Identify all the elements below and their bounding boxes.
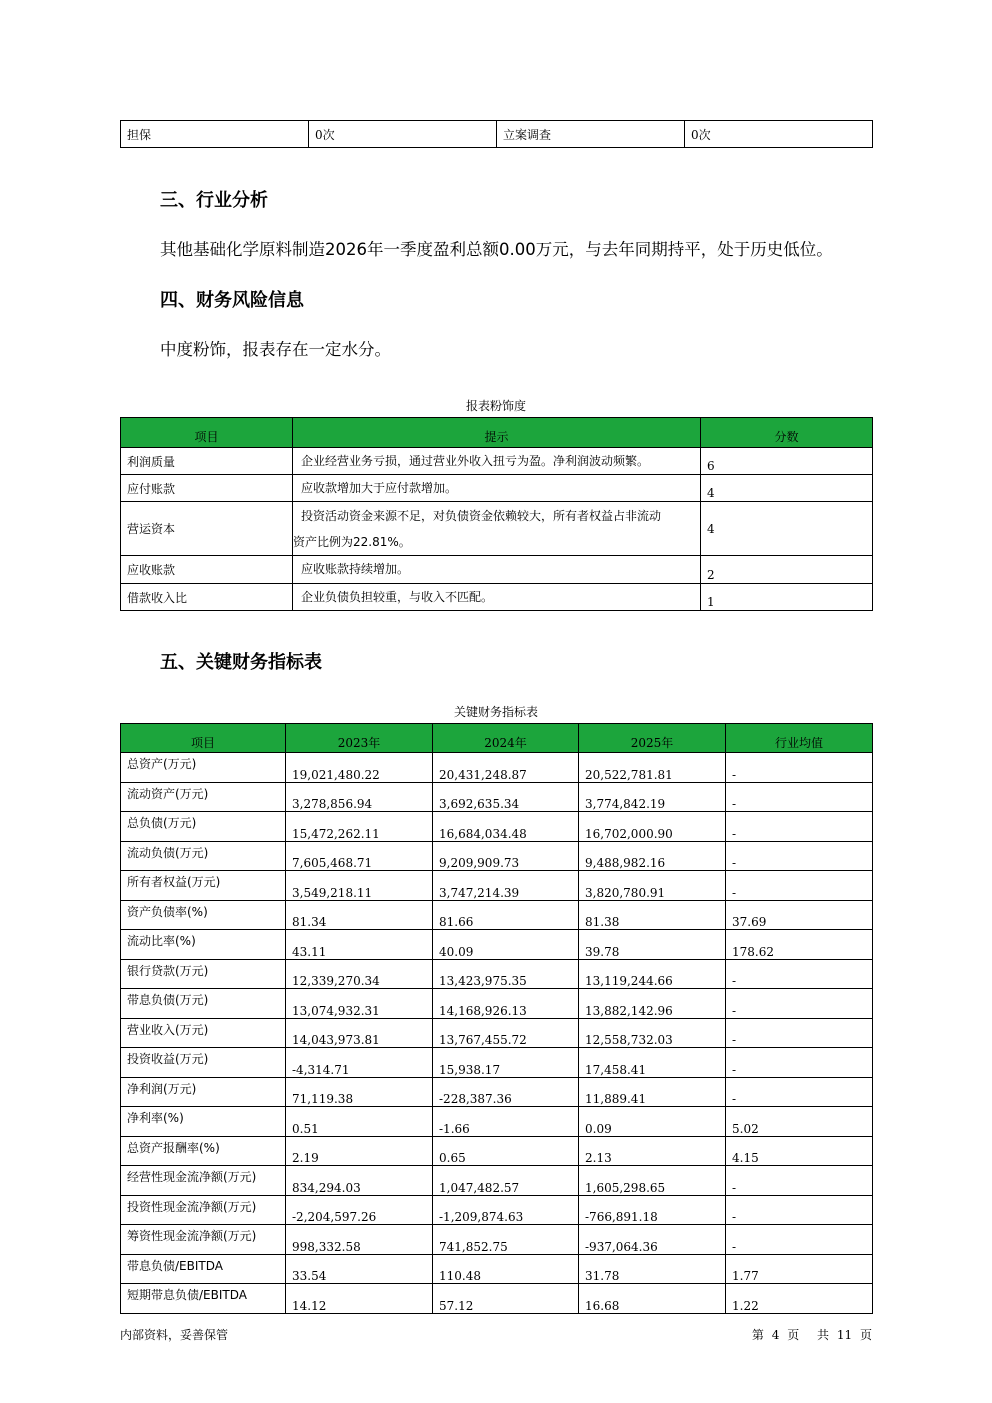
table-row [121,753,873,783]
row-value: 20,431,248.87 [433,753,579,783]
row-value: -766,891.18 [579,1195,726,1225]
row-value: 2.13 [579,1136,726,1166]
row-label: 净利润(万元) [121,1077,286,1107]
row-value: - [726,1225,873,1255]
row-label: 银行贷款(万元) [121,959,286,989]
row-value: 14,043,973.81 [286,1018,433,1048]
row-score: 1 [701,584,873,611]
row-value: 998,332.58 [286,1225,433,1255]
page-number: 4 [771,1328,780,1342]
table-row [121,475,873,502]
table-row [121,841,873,871]
row-value: 12,558,732.03 [579,1018,726,1048]
top-info-table [120,120,873,148]
row-value: 4.15 [726,1136,873,1166]
kpi-table [120,723,873,1314]
table-header-row [121,418,873,448]
table-row [121,1018,873,1048]
row-score: 2 [701,556,873,584]
table-row [121,989,873,1019]
row-value: 110.48 [433,1254,579,1284]
row-value: 9,209,909.73 [433,841,579,871]
table-header-row [121,724,873,753]
table-row [121,871,873,901]
table-row [121,1136,873,1166]
row-value: 15,938.17 [433,1048,579,1078]
total-pages: 11 [836,1328,853,1342]
risk-table-caption: 报表粉饰度 [465,399,526,413]
row-value: 40.09 [433,930,579,960]
row-value: -1,209,874.63 [433,1195,579,1225]
page-prefix: 第 [751,1328,764,1342]
row-value: - [726,1048,873,1078]
row-value: 178.62 [726,930,873,960]
row-value: 3,820,780.91 [579,871,726,901]
table-cell: 担保 [121,121,309,148]
row-value: 1,605,298.65 [579,1166,726,1196]
row-value: 37.69 [726,900,873,930]
row-label: 资产负债率(%) [121,900,286,930]
row-score: 4 [701,475,873,502]
row-value: 14.12 [286,1284,433,1314]
row-value: 1,047,482.57 [433,1166,579,1196]
row-value: 2.19 [286,1136,433,1166]
row-value: - [726,959,873,989]
row-hint: 企业负债负担较重，与收入不匹配。 [293,584,701,611]
table-row [121,121,873,148]
row-hint-line: 资产比例为22.81%。 [293,535,411,549]
row-hint-line: 投资活动资金来源不足，对负债资金依赖较大，所有者权益占非流动 [301,509,662,523]
row-value: 1.22 [726,1284,873,1314]
row-value: 39.78 [579,930,726,960]
table-row [121,1254,873,1284]
total-prefix: 共 [817,1328,830,1342]
table-row [121,1166,873,1196]
row-value: 834,294.03 [286,1166,433,1196]
table-row [121,1225,873,1255]
row-value: 9,488,982.16 [579,841,726,871]
row-value: 31.78 [579,1254,726,1284]
row-value: 81.38 [579,900,726,930]
table-row [121,448,873,475]
kpi-table-caption: 关键财务指标表 [453,705,538,719]
row-label: 筹资性现金流净额(万元) [121,1225,286,1255]
row-value: -2,204,597.26 [286,1195,433,1225]
table-row [121,1195,873,1225]
column-header: 2023年 [286,724,433,753]
row-value: 0.09 [579,1107,726,1137]
column-header: 2025年 [579,724,726,753]
row-value: - [726,753,873,783]
row-value: 13,767,455.72 [433,1018,579,1048]
total-suffix: 页 [859,1328,872,1342]
row-value: 57.12 [433,1284,579,1314]
row-value: 43.11 [286,930,433,960]
row-value: 33.54 [286,1254,433,1284]
row-label: 流动比率(%) [121,930,286,960]
risk-paragraph: 中度粉饰，报表存在一定水分。 [160,340,391,359]
row-value: - [726,1166,873,1196]
row-hint: 应收款增加大于应付款增加。 [293,475,701,502]
row-label: 总负债(万元) [121,812,286,842]
row-value: 3,692,635.34 [433,782,579,812]
row-value: 15,472,262.11 [286,812,433,842]
row-label: 所有者权益(万元) [121,871,286,901]
row-value: 13,074,932.31 [286,989,433,1019]
table-row [121,930,873,960]
row-item: 应收账款 [121,556,293,584]
table-row [121,1284,873,1314]
row-value: 11,889.41 [579,1077,726,1107]
table-row [121,900,873,930]
kpi-table-body [121,753,873,1314]
row-value: - [726,1018,873,1048]
row-label: 带息负债(万元) [121,989,286,1019]
column-header: 项目 [121,724,286,753]
table-cell: 0次 [685,121,873,148]
row-value: 5.02 [726,1107,873,1137]
table-cell: 立案调查 [497,121,685,148]
page-indicator [752,1326,872,1343]
row-label: 带息负债/EBITDA [121,1254,286,1284]
row-value: 14,168,926.13 [433,989,579,1019]
row-value: - [726,1077,873,1107]
row-label: 流动负债(万元) [121,841,286,871]
row-label: 总资产(万元) [121,753,286,783]
row-value: 1.77 [726,1254,873,1284]
row-label: 短期带息负债/EBITDA [121,1284,286,1314]
row-score: 6 [701,448,873,475]
row-label: 投资性现金流净额(万元) [121,1195,286,1225]
row-hint [293,502,701,556]
section-title-risk: 四、财务风险信息 [160,290,304,311]
column-header: 分数 [701,418,873,448]
row-value: -937,064.36 [579,1225,726,1255]
risk-table [120,417,873,611]
table-row [121,1107,873,1137]
row-value: 81.34 [286,900,433,930]
row-value: - [726,841,873,871]
row-label: 经营性现金流净额(万元) [121,1166,286,1196]
row-value: 0.65 [433,1136,579,1166]
row-hint: 应收账款持续增加。 [293,556,701,584]
row-item: 利润质量 [121,448,293,475]
row-value: 741,852.75 [433,1225,579,1255]
row-label: 净利率(%) [121,1107,286,1137]
row-value: 13,423,975.35 [433,959,579,989]
row-value: 16.68 [579,1284,726,1314]
row-value: - [726,812,873,842]
row-value: 16,684,034.48 [433,812,579,842]
row-value: 3,774,842.19 [579,782,726,812]
row-value: -228,387.36 [433,1077,579,1107]
row-value: 3,549,218.11 [286,871,433,901]
row-value: - [726,871,873,901]
page-label: 页 [787,1328,800,1342]
table-row [121,502,873,556]
column-header: 提示 [293,418,701,448]
row-item: 借款收入比 [121,584,293,611]
row-value: 13,119,244.66 [579,959,726,989]
row-value: 20,522,781.81 [579,753,726,783]
row-label: 投资收益(万元) [121,1048,286,1078]
row-value: 12,339,270.34 [286,959,433,989]
row-value: -4,314.71 [286,1048,433,1078]
row-value: 0.51 [286,1107,433,1137]
row-value: 16,702,000.90 [579,812,726,842]
row-value: 3,278,856.94 [286,782,433,812]
row-label: 总资产报酬率(%) [121,1136,286,1166]
footer-note: 内部资料，妥善保管 [120,1328,229,1342]
row-item: 营运资本 [121,502,293,556]
table-row [121,556,873,584]
column-header: 项目 [121,418,293,448]
column-header: 2024年 [433,724,579,753]
section-title-kpi: 五、关键财务指标表 [160,652,322,673]
row-value: 17,458.41 [579,1048,726,1078]
row-label: 营业收入(万元) [121,1018,286,1048]
industry-paragraph: 其他基础化学原料制造2026年一季度盈利总额0.00万元，与去年同期持平，处于历史低位。 [160,240,833,259]
row-value: - [726,989,873,1019]
row-value: 81.66 [433,900,579,930]
section-title-industry: 三、行业分析 [160,190,268,211]
column-header: 行业均值 [726,724,873,753]
table-row [121,959,873,989]
row-value: 7,605,468.71 [286,841,433,871]
table-row [121,782,873,812]
row-value: - [726,782,873,812]
row-value: -1.66 [433,1107,579,1137]
row-value: - [726,1195,873,1225]
row-value: 13,882,142.96 [579,989,726,1019]
table-row [121,812,873,842]
row-item: 应付账款 [121,475,293,502]
table-cell: 0次 [309,121,497,148]
table-row [121,1077,873,1107]
row-value: 19,021,480.22 [286,753,433,783]
table-row [121,1048,873,1078]
table-row [121,584,873,611]
row-hint: 企业经营业务亏损，通过营业外收入扭亏为盈。净利润波动频繁。 [293,448,701,475]
row-score: 4 [701,502,873,556]
row-label: 流动资产(万元) [121,782,286,812]
row-value: 3,747,214.39 [433,871,579,901]
row-value: 71,119.38 [286,1077,433,1107]
